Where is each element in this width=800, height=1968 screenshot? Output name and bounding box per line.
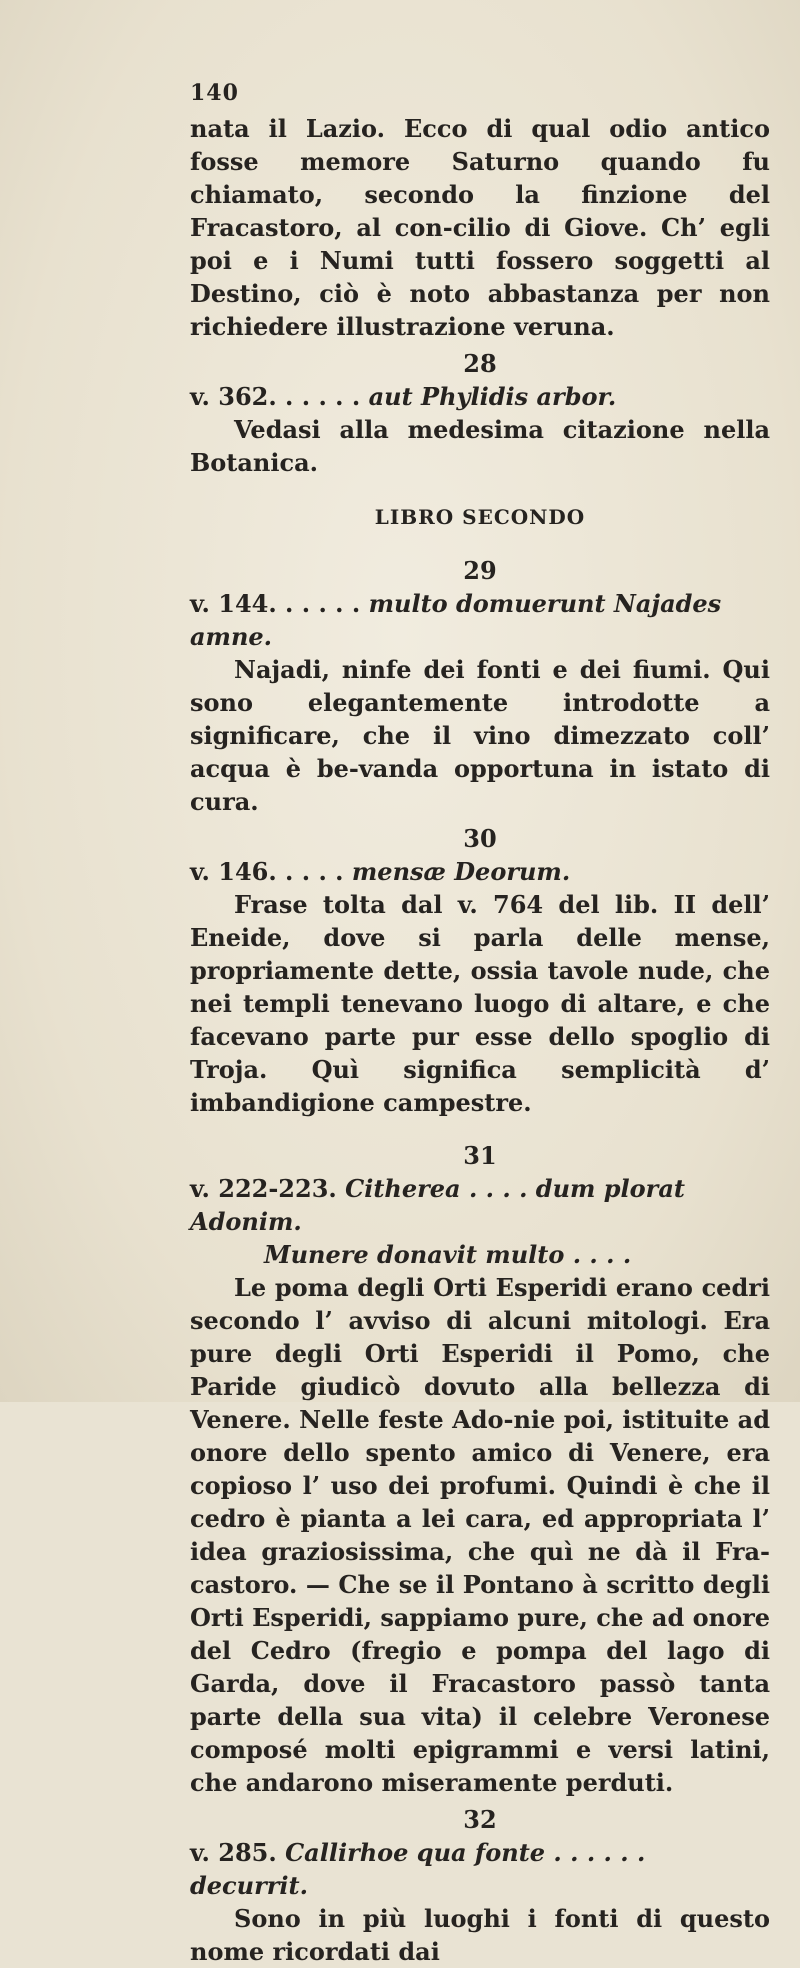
note-29-body: Najadi, ninfe dei fonti e dei fiumi. Qui sono elegantemente introdotte a significare, che il vino dimezzato coll’ acqua è be-vanda opportuna in istato di cura. bbox=[190, 655, 770, 816]
note-31-reference bbox=[190, 1172, 770, 1238]
note-number-30: 30 bbox=[463, 824, 497, 853]
note-28-reference bbox=[190, 380, 770, 413]
note-31-body: Le poma degli Orti Esperidi erano cedri secondo l’ avviso di alcuni mitologi. Era pure degli Orti Esperidi il Pomo, che Paride giudicò dovuto alla bellezza di Venere. Nelle feste Ado-nie poi, istituite ad onore dello spento amico di Venere, era copioso l’ uso dei profumi. Quindi è che il cedro è pianta a lei cara, ed appropriata l’ idea graziosissima, che quì ne dà il Fra-castoro. — Che se il Pontano à scritto degli Orti Esperidi, sappiamo pure, che ad onore del Cedro (fregio e pompa del lago di Garda, dove il Fracastoro passò tanta parte della sua vita) il celebre Veronese composé molti epigrammi e versi latini, che andarono miseramente perduti. bbox=[190, 1273, 770, 1797]
note-32-body: Sono in più luoghi i fonti di questo nome ricordati dai bbox=[190, 1904, 770, 1966]
note-31-ref-prefix: v. 222-223. bbox=[190, 1174, 346, 1203]
note-32-quote: Callirhoe qua fonte . . . . . . decurrit. bbox=[190, 1838, 646, 1900]
note-29-ref-prefix: v. 144. . . . . . bbox=[190, 589, 369, 618]
note-32-reference bbox=[190, 1836, 770, 1902]
note-number-32: 32 bbox=[463, 1805, 497, 1834]
note-31-verse bbox=[190, 1238, 770, 1271]
note-31-quote: Citherea . . . . dum plorat Adonim. bbox=[190, 1174, 685, 1236]
note-28-body: Vedasi alla medesima citazione nella Botanica. bbox=[190, 415, 770, 477]
note-32-ref-prefix: v. 285. bbox=[190, 1838, 286, 1867]
spacer bbox=[190, 1119, 770, 1135]
note-number-29: 29 bbox=[463, 556, 497, 585]
text-column bbox=[190, 78, 770, 1968]
note-29-quote: multo domuerunt Najades amne. bbox=[190, 589, 722, 651]
note-31-verse-line: Munere donavit multo . . . . bbox=[264, 1240, 632, 1269]
note-30-ref-prefix: v. 146. . . . . bbox=[190, 857, 352, 886]
note-30-body: Frase tolta dal v. 764 del lib. II dell’ Eneide, dove si parla delle mense, propriamente dette, ossia tavole nude, che nei templi tenevano luogo di altare, e che facevano parte pur esse dello spoglio di Troja. Quì significa semplicità d’ imbandigione campestre. bbox=[190, 890, 770, 1117]
note-number-28: 28 bbox=[463, 349, 497, 378]
note-29-reference bbox=[190, 587, 770, 653]
note-number-31: 31 bbox=[463, 1141, 497, 1170]
intro-paragraph: nata il Lazio. Ecco di qual odio antico fosse memore Saturno quando fu chiamato, secondo la finzione del Fracastoro, al con-cilio di Giove. Ch’ egli poi e i Numi tutti fossero soggetti al Destino, ciò è noto abbastanza per non richiedere illustrazione veruna. bbox=[190, 114, 770, 341]
note-30-reference bbox=[190, 855, 770, 888]
note-28-ref-prefix: v. 362. . . . . . bbox=[190, 382, 369, 411]
note-30-quote: mensæ Deorum. bbox=[351, 857, 571, 886]
section-heading: LIBRO SECONDO bbox=[374, 505, 586, 529]
note-28-quote: aut Phylidis arbor. bbox=[368, 382, 617, 411]
page-number: 140 bbox=[190, 80, 239, 106]
